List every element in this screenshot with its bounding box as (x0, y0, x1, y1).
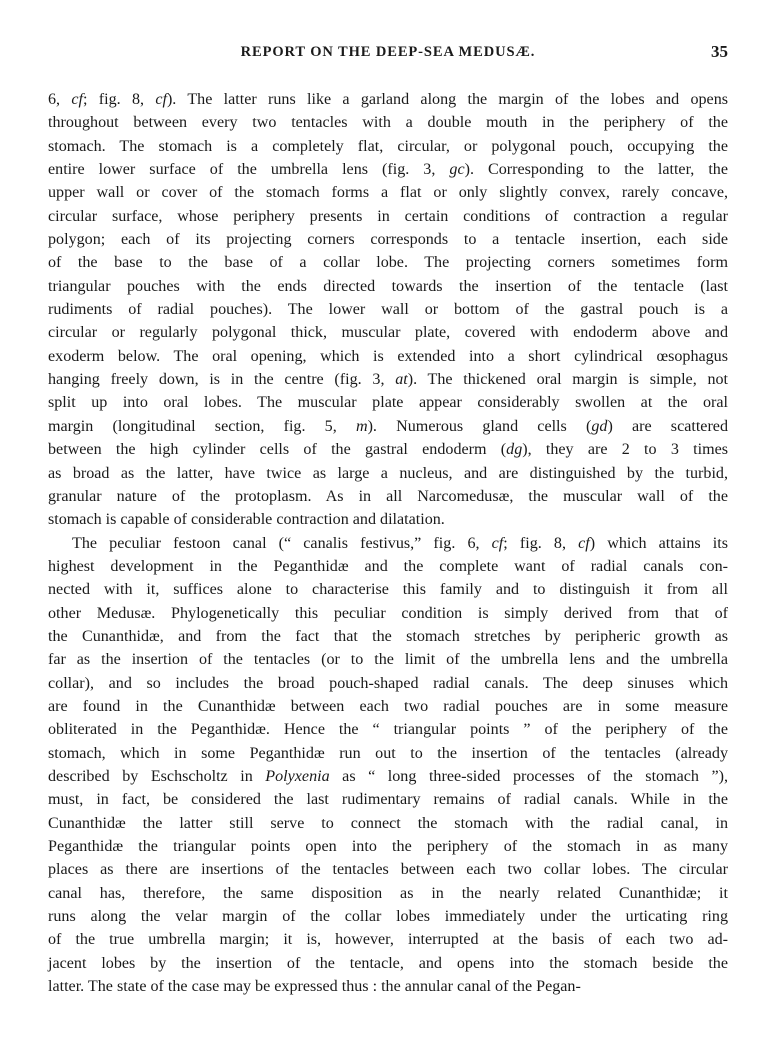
italic-text: cf (578, 534, 590, 552)
text-segment: The peculiar festoon canal (“ canalis festivus,” fig. 6, (72, 534, 492, 552)
text-segment: as “ long three-sided processes of the stomach ”), (329, 767, 729, 785)
text-segment: polygon; each of its projecting corners corresponds to a tentacle insertion, each side (48, 231, 728, 249)
text-segment: canal has, therefore, the same disposition as in the nearly related Cunanthidæ; it (48, 884, 728, 902)
text-segment: Cunanthidæ the latter still serve to connect the stomach with the radial canal, in (48, 814, 728, 832)
text-line (48, 625, 728, 648)
text-line (48, 812, 728, 835)
text-line (48, 532, 728, 555)
text-line (48, 602, 728, 625)
text-line (48, 485, 728, 508)
text-segment: circular surface, whose periphery presents in certain conditions of contraction a regular (48, 207, 728, 225)
text-segment: must, in fact, be considered the last rudimentary remains of radial canals. While in the (48, 791, 728, 809)
text-segment: ), they are 2 to 3 times (522, 441, 729, 459)
page-number: 35 (711, 42, 728, 61)
text-segment: places as there are insertions of the tentacles between each two collar lobes. The circular (48, 861, 728, 879)
text-segment: rudiments of radial pouches). The lower wall or bottom of the gastral pouch is a (48, 301, 728, 319)
text-segment: between the high cylinder cells of the gastral endoderm ( (48, 441, 507, 459)
text-line (48, 275, 728, 298)
text-line (48, 928, 728, 951)
body-text (48, 88, 728, 998)
text-line (48, 648, 728, 671)
text-segment: runs along the velar margin of the collar lobes immediately under the urticating ring (48, 908, 728, 926)
italic-text: at (395, 371, 408, 389)
paragraph (48, 88, 728, 532)
text-segment: stomach, which in some Peganthidæ run out to the insertion of the tentacles (already (48, 744, 728, 762)
text-segment: ; fig. 8, (503, 534, 579, 552)
text-segment: circular or regularly polygonal thick, muscular plate, covered with endoderm above and (48, 324, 728, 342)
text-line (48, 882, 728, 905)
text-segment: margin (longitudinal section, fig. 5, (48, 417, 356, 435)
italic-text: cf (155, 91, 167, 108)
text-segment: split up into oral lobes. The muscular plate appear considerably swollen at the oral (48, 394, 728, 412)
text-line (48, 438, 728, 461)
text-segment: obliterated in the Peganthidæ. Hence the “ triangular points ” of the periphery of the (48, 721, 728, 739)
text-line (48, 975, 728, 998)
running-title: REPORT ON THE DEEP-SEA MEDUSÆ. (240, 44, 536, 60)
text-segment: ). Numerous gland cells ( (367, 417, 592, 435)
text-line (48, 672, 728, 695)
text-line (48, 788, 728, 811)
text-line (48, 298, 728, 321)
text-segment: ). Corresponding to the latter, the (464, 161, 728, 179)
text-segment: far as the insertion of the tentacles (or to the limit of the umbrella lens and the umbrella (48, 651, 728, 669)
text-segment: Peganthidæ the triangular points open into the periphery of the stomach in as many (48, 838, 728, 855)
text-segment: jacent lobes by the insertion of the tentacle, and opens into the stomach beside the (48, 954, 728, 972)
text-line (48, 462, 728, 485)
text-segment: of the true umbrella margin; it is, however, interrupted at the basis of each two ad- (48, 931, 728, 949)
text-line (48, 228, 728, 251)
text-segment: ). The latter runs like a garland along the margin of the lobes and opens (166, 91, 729, 108)
text-segment: the Cunanthidæ, and from the fact that the stomach stretches by peripheric growth as (48, 627, 728, 645)
text-line (48, 718, 728, 741)
text-line (48, 952, 728, 975)
text-segment: other Medusæ. Phylogenetically this peculiar condition is simply derived from that of (48, 604, 728, 622)
text-segment: highest development in the Peganthidæ and the complete want of radial canals con- (48, 557, 728, 575)
text-segment: ) which attains its (589, 534, 728, 552)
italic-text: cf (491, 534, 504, 552)
text-segment: stomach is capable of considerable contraction and dilatation. (48, 511, 445, 529)
text-line (48, 765, 728, 788)
italic-text: cf (71, 91, 83, 108)
paragraph (48, 532, 728, 999)
italic-text: dg (506, 441, 523, 459)
italic-text: Polyxenia (265, 767, 330, 785)
text-segment: 6, (48, 91, 72, 108)
text-segment: stomach. The stomach is a completely flat, circular, or polygonal pouch, occupying the (48, 137, 728, 155)
text-segment: ) are scattered (607, 417, 728, 435)
text-line (48, 181, 728, 204)
text-segment: nected with it, suffices alone to characterise this family and to distinguish it from all (48, 581, 728, 599)
text-line (48, 111, 728, 134)
text-segment: ; fig. 8, (83, 91, 156, 108)
text-segment: triangular pouches with the ends directed towards the insertion of the tentacle (last (48, 277, 728, 295)
text-segment: exoderm below. The oral opening, which is extended into a short cylindrical œsophagus (48, 347, 728, 365)
text-line (48, 251, 728, 274)
text-line (48, 391, 728, 414)
running-head (48, 42, 728, 66)
text-segment: collar), and so includes the broad pouch-shaped radial canals. The deep sinuses which (48, 674, 728, 692)
text-segment: hanging freely down, is in the centre (fig. 3, (48, 371, 396, 389)
text-line (48, 345, 728, 368)
text-line (48, 135, 728, 158)
text-segment: as broad as the latter, have twice as large a nucleus, and are distinguished by the turbid, (48, 464, 728, 482)
text-line (48, 858, 728, 881)
text-line (48, 555, 728, 578)
text-line (48, 835, 728, 858)
text-segment: ). The thickened oral margin is simple, not (407, 371, 729, 389)
text-segment: described by Eschscholtz in (48, 767, 266, 785)
text-segment: entire lower surface of the umbrella lens (fig. 3, (48, 161, 450, 179)
text-line (48, 321, 728, 344)
text-line (48, 368, 728, 391)
text-line (48, 205, 728, 228)
text-line (48, 578, 728, 601)
text-line (48, 88, 728, 111)
text-segment: are found in the Cunanthidæ between each two radial pouches are in some measure (48, 697, 728, 715)
text-segment: latter. The state of the case may be expressed thus : the annular canal of the Pegan- (48, 978, 581, 996)
italic-text: gd (591, 417, 608, 435)
text-line (48, 742, 728, 765)
text-segment: granular nature of the protoplasm. As in all Narcomedusæ, the muscular wall of the (48, 487, 728, 505)
text-line (48, 158, 728, 181)
text-line (48, 508, 728, 531)
text-line (48, 905, 728, 928)
text-segment: of the base to the base of a collar lobe. The projecting corners sometimes form (48, 254, 728, 272)
text-line (48, 415, 728, 438)
italic-text: gc (449, 161, 465, 179)
text-segment: throughout between every two tentacles with a double mouth in the periphery of the (48, 114, 728, 132)
text-segment: upper wall or cover of the stomach forms a flat or only slightly convex, rarely concave, (48, 184, 728, 202)
italic-text: m (355, 417, 368, 435)
text-line (48, 695, 728, 718)
